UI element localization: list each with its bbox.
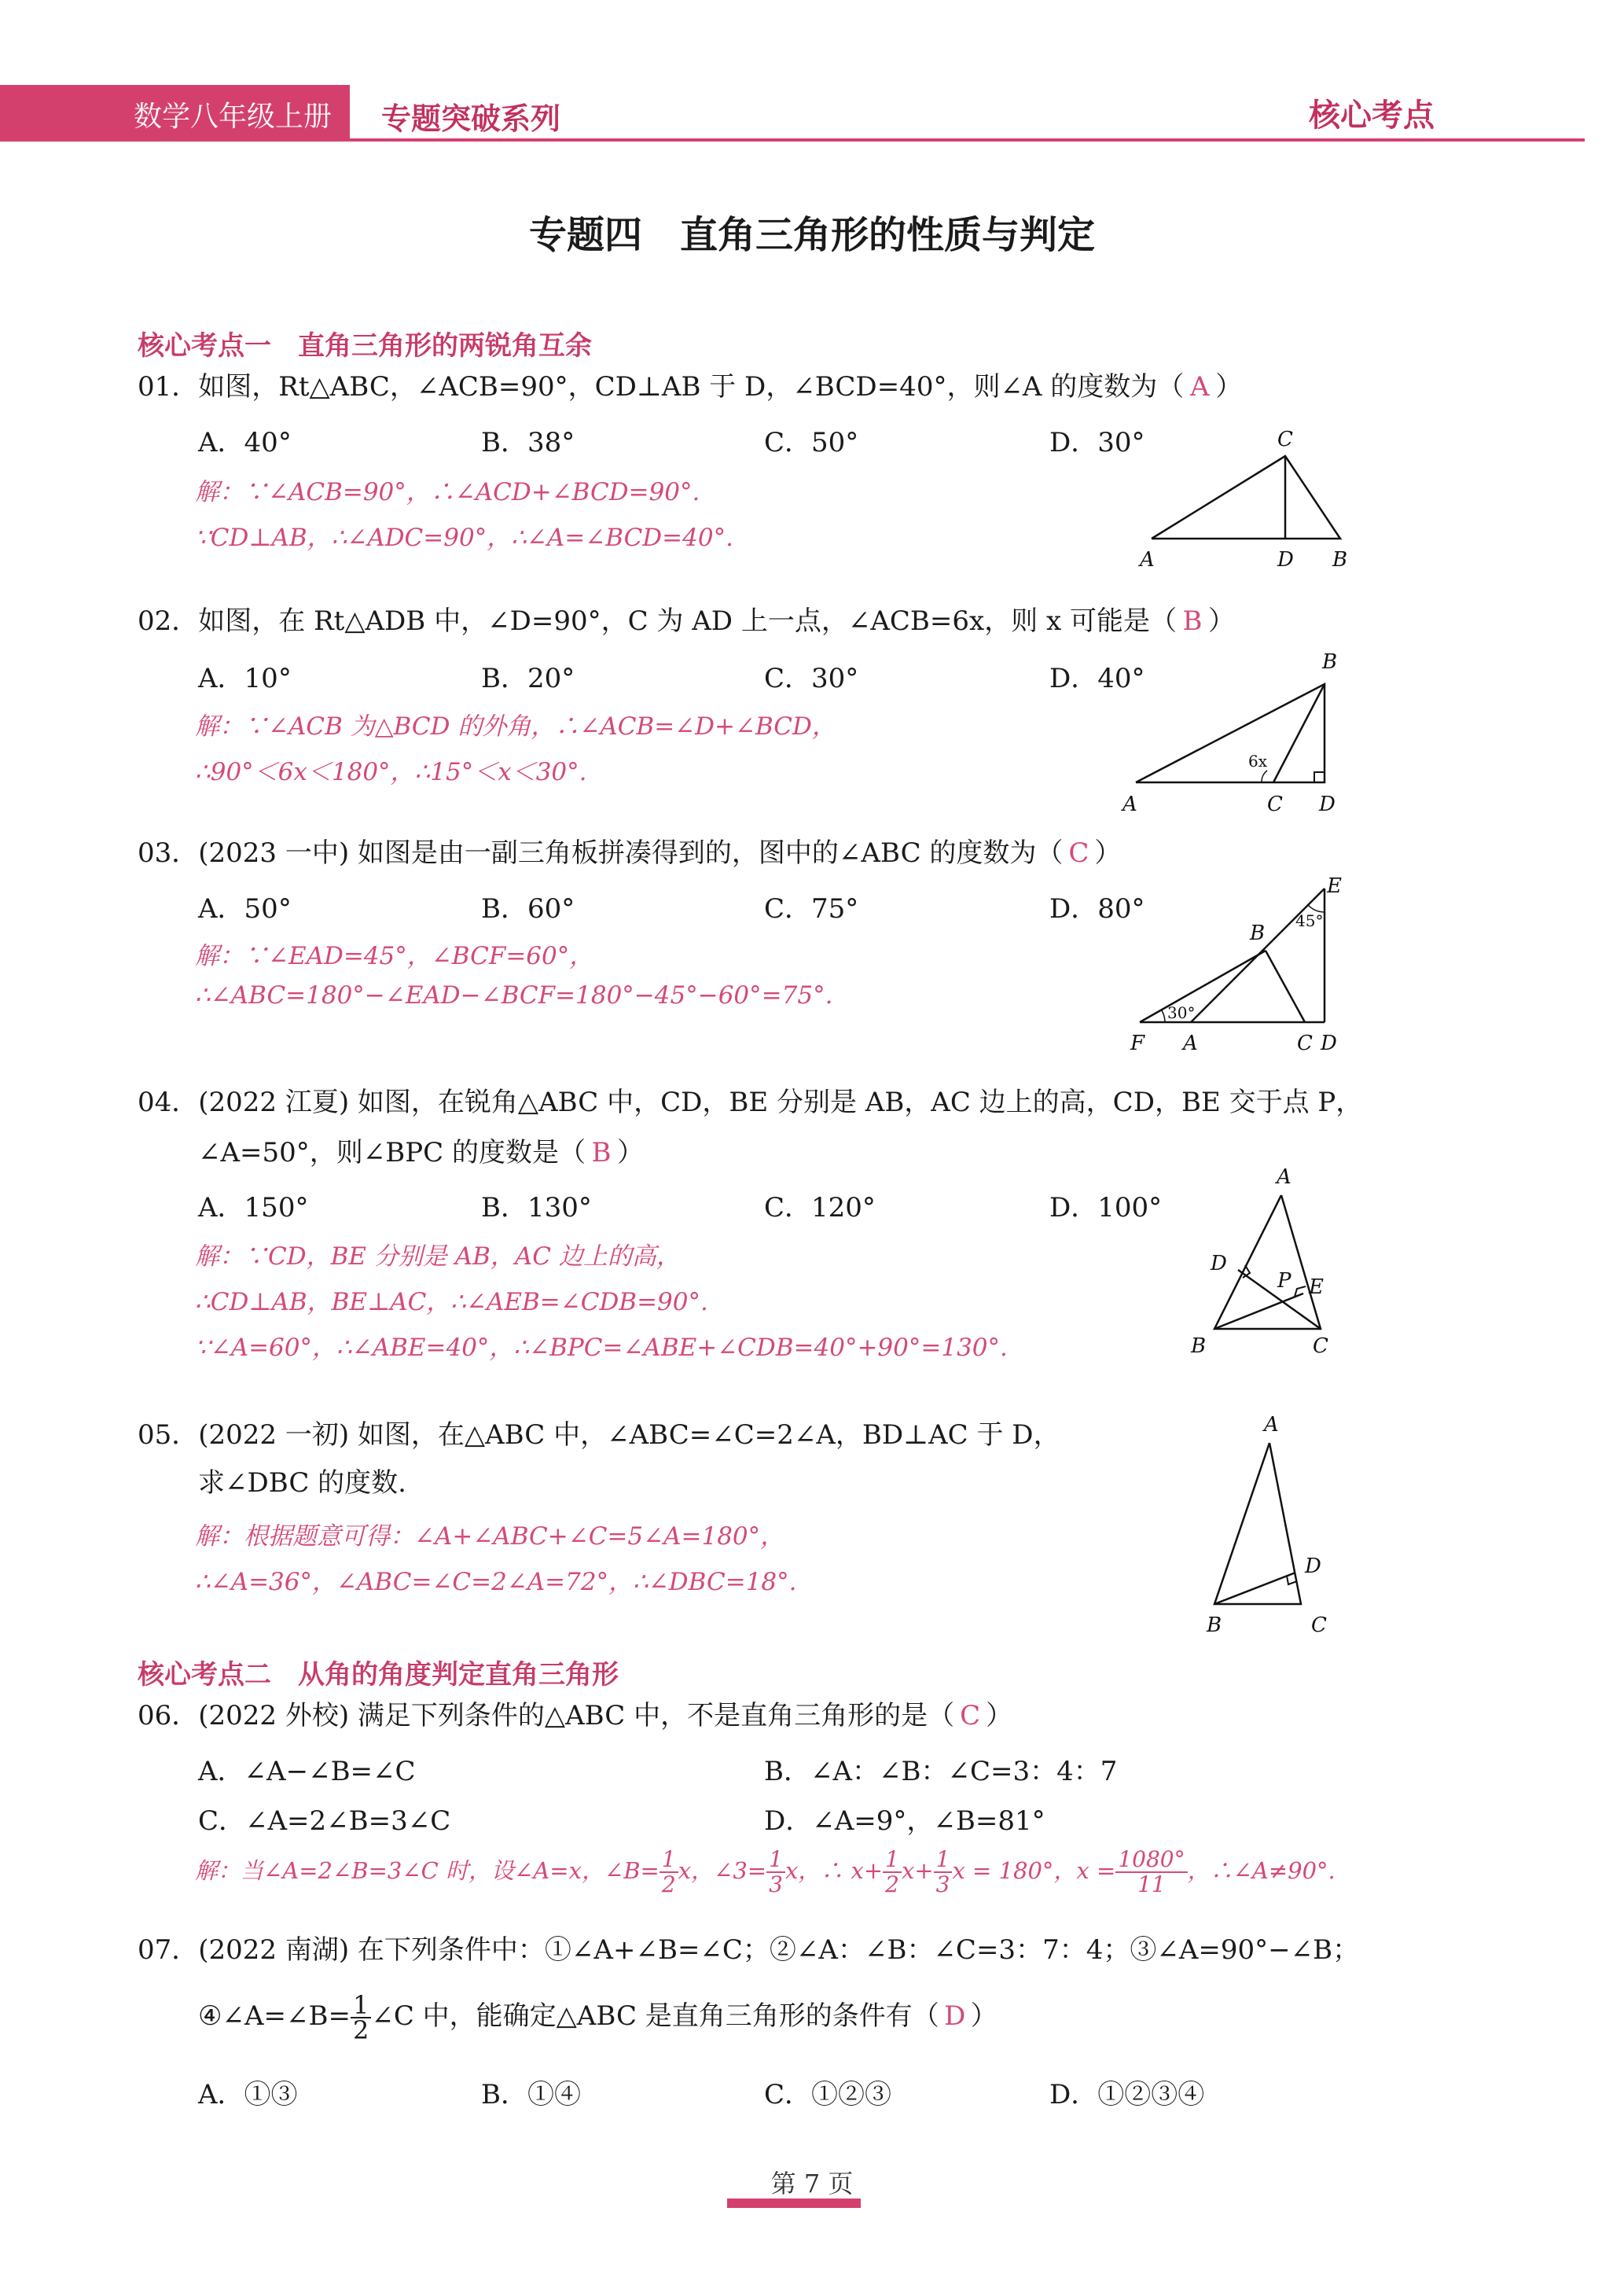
label-A: A xyxy=(1122,793,1137,816)
question-01: 01．如图，Rt△ABC，∠ACB=90°，CD⊥AB 于 D，∠BCD=40°，则∠A 的度数为（ A ） xyxy=(138,371,1243,403)
label-F: F xyxy=(1130,1032,1145,1055)
answer-03: C xyxy=(1068,837,1089,869)
answer-07: D xyxy=(944,2000,966,2032)
solution-line: 解：∵∠EAD=45°，∠BCF=60°， xyxy=(195,942,594,970)
series-title: 专题突破系列 xyxy=(381,101,561,136)
solution-line: 解：当∠A=2∠B=3∠C 时，设∠A=x，∠B= $\frac{1}{2}$ x，∠3= $\frac{1}{3}$ x，∴ x+ $\frac{1}{2}$ x+ $\frac{1}{3}$ x = 180°，x = $\frac{1080^\circ}{11}$ ，∴∠A≠90°. xyxy=(195,1846,1336,1897)
label-B: B xyxy=(1322,650,1338,674)
option: C．∠A=2∠B=3∠C xyxy=(198,1805,451,1837)
footer-bar xyxy=(727,2198,861,2208)
label-6x: 6x xyxy=(1248,752,1268,771)
label-30: 30° xyxy=(1167,1003,1196,1022)
section-heading-2: 核心考点二 从角的角度判定直角三角形 xyxy=(138,1659,619,1691)
figure-q01 xyxy=(1124,421,1360,574)
answer-01: A xyxy=(1190,371,1210,403)
option: B．∠A：∠B：∠C=3：4：7 xyxy=(764,1756,1118,1787)
section-tag: 核心考点 xyxy=(1309,98,1435,134)
label-C: C xyxy=(1313,1334,1328,1358)
figure-q03 xyxy=(1124,877,1368,1058)
label-E: E xyxy=(1327,877,1342,898)
solution-line: ∵∠A=60°，∴∠ABE=40°，∴∠BPC=∠ABE+∠CDB=40°+90°=130°. xyxy=(195,1334,1008,1362)
option: A．10° xyxy=(198,663,292,694)
label-D: D xyxy=(1277,548,1294,572)
question-07: 07．(2022 南湖) 在下列条件中：①∠A+∠B=∠C；②∠A：∠B：∠C=3：7：4；③∠A=90°−∠B； xyxy=(138,1934,1360,1966)
option: B．38° xyxy=(481,427,575,458)
label-P: P xyxy=(1277,1269,1291,1293)
option: B．60° xyxy=(481,893,575,925)
question-02: 02．如图，在 Rt△ADB 中，∠D=90°，C 为 AD 上一点，∠ACB=6x，则 x 可能是（ B ） xyxy=(138,605,1235,637)
label-A: A xyxy=(1140,548,1155,572)
option: D．40° xyxy=(1049,663,1145,694)
option: D．∠A=9°，∠B=81° xyxy=(764,1805,1045,1837)
solution-line: ∵CD⊥AB，∴∠ADC=90°，∴∠A=∠BCD=40°. xyxy=(195,524,733,552)
label-A: A xyxy=(1264,1413,1279,1437)
option: A．∠A−∠B=∠C xyxy=(198,1756,416,1787)
label-D: D xyxy=(1321,1032,1337,1055)
question-04-cont: ∠A=50°，则∠BPC 的度数是（ B ） xyxy=(198,1137,644,1168)
figure-q02 xyxy=(1116,649,1360,826)
figure-q04 xyxy=(1179,1160,1360,1364)
label-B: B xyxy=(1207,1613,1222,1637)
option: B．①④ xyxy=(481,2079,581,2110)
solution-line: 解：∵∠ACB=90°，∴∠ACD+∠BCD=90°. xyxy=(195,478,700,506)
question-06: 06．(2022 外校) 满足下列条件的△ABC 中，不是直角三角形的是（ C ） xyxy=(138,1700,1013,1731)
solution-line: ∴∠A=36°，∠ABC=∠C=2∠A=72°，∴∠DBC=18°. xyxy=(195,1568,797,1596)
option: C．120° xyxy=(764,1192,876,1223)
option: D．①②③④ xyxy=(1049,2079,1205,2110)
question-05: 05．(2022 一初) 如图，在△ABC 中，∠ABC=∠C=2∠A，BD⊥AC 于 D， xyxy=(138,1419,1060,1451)
option: A．150° xyxy=(198,1192,309,1223)
solution-line: ∴CD⊥AB，BE⊥AC，∴∠AEB=∠CDB=90°. xyxy=(195,1288,708,1316)
label-E: E xyxy=(1309,1275,1324,1299)
label-B: B xyxy=(1332,548,1348,572)
label-C: C xyxy=(1267,793,1283,816)
question-05-cont: 求∠DBC 的度数. xyxy=(198,1467,406,1499)
answer-02: B xyxy=(1182,605,1203,637)
option: C．30° xyxy=(764,663,859,694)
option: C．①②③ xyxy=(764,2079,892,2110)
label-C: C xyxy=(1311,1613,1327,1637)
option: D．30° xyxy=(1049,427,1145,458)
header-rule xyxy=(0,138,1585,142)
label-B: B xyxy=(1191,1334,1207,1358)
option: A．40° xyxy=(198,427,292,458)
answer-04: B xyxy=(591,1137,612,1168)
label-B: B xyxy=(1250,922,1266,945)
label-A: A xyxy=(1277,1165,1291,1189)
option: A．50° xyxy=(198,893,292,925)
label-D: D xyxy=(1211,1252,1227,1275)
figure-q05 xyxy=(1195,1407,1352,1643)
option: C．50° xyxy=(764,427,859,458)
label-D: D xyxy=(1305,1555,1321,1578)
label-A: A xyxy=(1183,1032,1198,1055)
answer-06: C xyxy=(960,1700,981,1731)
solution-line: 解：根据题意可得：∠A+∠ABC+∠C=5∠A=180°， xyxy=(195,1522,785,1551)
option: C．75° xyxy=(764,893,859,925)
book-title: 数学八年级上册 xyxy=(134,101,333,133)
option: D．100° xyxy=(1049,1192,1163,1223)
question-04: 04．(2022 江夏) 如图，在锐角△ABC 中，CD，BE 分别是 AB，AC 边上的高，CD，BE 交于点 P， xyxy=(138,1087,1363,1118)
question-07-cont: ④∠A=∠B= $\frac{1}{2}$ ∠C 中，能确定△ABC 是直角三角形的条件有（ D ） xyxy=(198,1990,998,2045)
option: D．80° xyxy=(1049,893,1145,925)
question-03: 03．(2023 一中) 如图是由一副三角板拼凑得到的，图中的∠ABC 的度数为（ C ） xyxy=(138,837,1122,869)
option: B．130° xyxy=(481,1192,592,1223)
option: B．20° xyxy=(481,663,575,694)
label-D: D xyxy=(1319,793,1336,816)
label-45: 45° xyxy=(1295,911,1324,930)
label-C: C xyxy=(1277,428,1293,451)
page-title: 专题四 直角三角形的性质与判定 xyxy=(528,213,1095,257)
solution-line: 解：∵∠ACB 为△BCD 的外角，∴∠ACB=∠D+∠BCD， xyxy=(195,712,836,741)
section-heading-1: 核心考点一 直角三角形的两锐角互余 xyxy=(138,330,592,362)
option: A．①③ xyxy=(198,2079,298,2110)
solution-line: 解：∵CD，BE 分别是 AB，AC 边上的高， xyxy=(195,1242,681,1271)
page-number: 第 7 页 xyxy=(770,2169,854,2198)
solution-line: ∴∠ABC=180°−∠EAD−∠BCF=180°−45°−60°=75°. xyxy=(195,981,833,1010)
label-C: C xyxy=(1297,1032,1313,1055)
solution-line: ∴90°＜6x＜180°，∴15°＜x＜30°. xyxy=(195,758,587,786)
